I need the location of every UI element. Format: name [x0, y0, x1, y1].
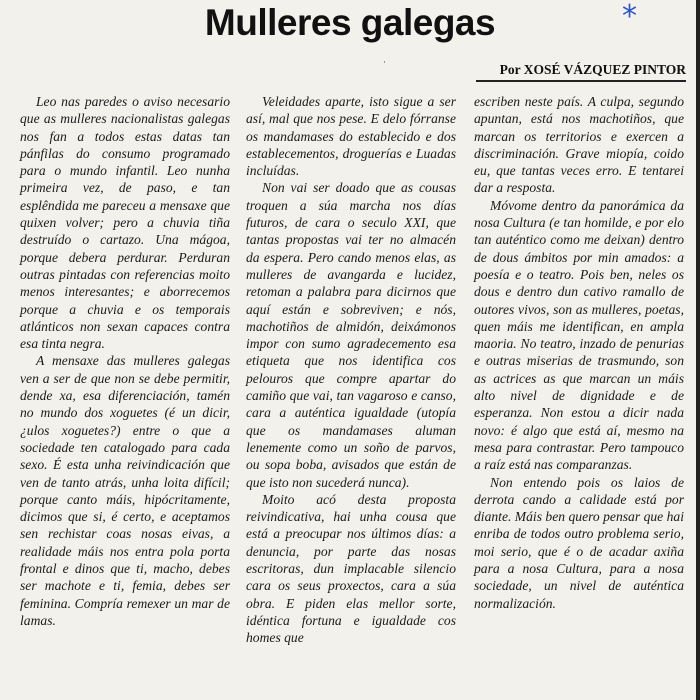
author-byline: Por XOSÉ VÁZQUEZ PINTOR: [499, 62, 686, 77]
article-title: Mulleres galegas: [204, 2, 496, 43]
article-column-3: [474, 93, 684, 612]
article-column-1: [20, 93, 230, 629]
paragraph: Non vai ser doado que as cousas troquen a súa marcha nos días futuros, de cara o seculo XXI, que tantas propostas vai ter no almacén da espera. Pero cando menos elas, as mulleres de avangarda e lucidez, retoman a palabra para dicirnos que aquí están e sobreviven; e nós, machotiños de almidón, deixámonos impor con sumo agradecemento esa etiqueta que nos identifica cos pelouros que compre apartar do camiño que vai, tan vagaroso e canso, cara a auténtica igualdade (utopía que os mandamases aluman lenemente como un soño de parvos, ou sopa boba, avisados que están de que isto non sucederá nunca).: [246, 180, 456, 490]
decorative-mark: ·: [383, 58, 386, 68]
paragraph: Veleidades aparte, isto sigue a ser así, mal que nos pese. E delo fórranse os mandamases do establecido e dos establecementos, droguerías e Luadas incluídas.: [246, 94, 456, 179]
asterisk-icon: *: [622, 0, 637, 34]
paragraph: A mensaxe das mulleres galegas ven a ser de que non se debe permitir, dende xa, esa diferenciación, tamén no mundo dos xoguetes (é un dicir, ¿ulos xoguetes?) entre o que a sociedade ten catalogado para cada sexo. É esta unha reivindicación que ven de tanto atrás, unha loita difícil; porque canto máis, hipócritamente, dicimos que si, é certo, e aceptamos sen rechistar coas nosas eivas, a realidade máis nos entra pola porta frontal e dinos que ti, macho, debes ser machote e ti, femia, debes ser feminina. Compría remexer un mar de lamas.: [20, 353, 230, 628]
paragraph: Leo nas paredes o aviso necesario que as mulleres nacionalistas galegas nos fan a todos estas datas tan pánfilas do consumo programado para o mundo infantil. Leo nunha primeira vez, de paso, e tan esplêndida me pareceu a mensaxe que quixen volver; pero a chuvia tiña destruído o cartazo. Una mágoa, porque debera perdurar. Perduran outras pintadas con referencias moito menos interesantes; e aborrecemos porque a chuvia e os temporais atlánticos non sexan capaces contra esa tinta negra.: [20, 94, 230, 352]
article-column-2: [246, 93, 456, 647]
page-edge: [696, 0, 700, 700]
paragraph: Non entendo pois os laios de derrota cando a calidade está por diante. Máis ben quero pensar que hai enriba de todos outro problema serio, moi serio, que é o de acadar axiña para a nosa Cultura, para a nosa sociedade, un nivel de auténtica normalización.: [474, 474, 684, 611]
byline-underline: [476, 80, 686, 82]
paragraph: Móvome dentro da panorámica da nosa Cultura (e tan homilde, e por elo tan auténtico como me deixan) dentro de dous ámbitos por min amados: a poesía e o teatro. Pois ben, neles os dous e dentro dun cativo ramallo de outores vivos, son as mulleres, poetas, quen máis me identifican, en ampla maoria. No teatro, inzado de penurias e outras miserias de trasmundo, son as actrices as que marcan un máis alto nivel de dignidade e de esperanza. Non estou a dicir nada novo: é algo que está aí, mesmo na mesa para contrastar. Pero tampouco a raíz está nas comparanzas.: [474, 197, 684, 473]
paragraph: Moito acó desta proposta reivindicativa, hai unha cousa que está a preocupar nos últimos días: a denuncia, por parte das nosas escritoras, dun implacable silencio cara os seus proxectos, cara a súa obra. E piden elas mellor sorte, idéntica fortuna e igualdade cos homes que: [246, 491, 456, 646]
paragraph: escriben neste país. A culpa, segundo apuntan, está nos machotiños, que marcan os territorios e exercen a discriminación. Grave miopía, coido eu, que tantas veces erro. E tentarei dar a resposta.: [474, 94, 684, 196]
